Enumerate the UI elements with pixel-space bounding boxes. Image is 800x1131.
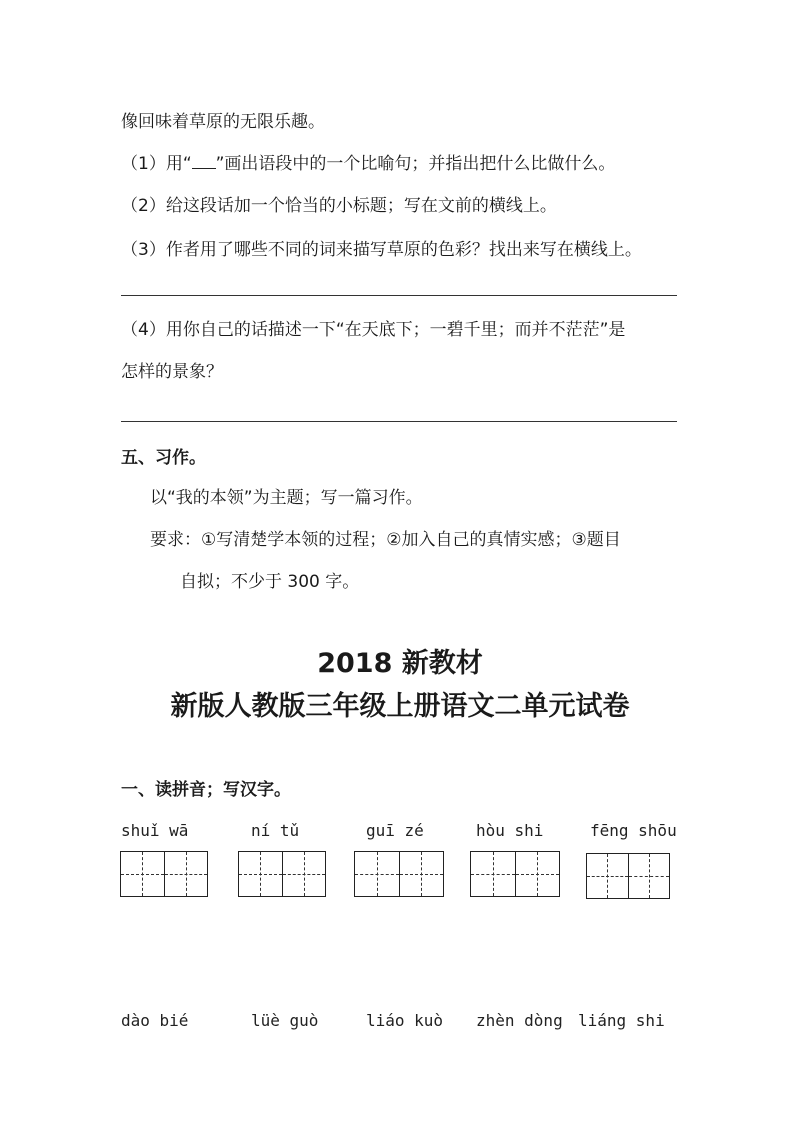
pinyin-row2-item5: liáng shi: [578, 1011, 665, 1030]
writing-grid-2[interactable]: [238, 851, 326, 897]
section-5-prompt: 以“我的本领”为主题；写一篇习作。: [150, 488, 423, 508]
question-2: （2）给这段话加一个恰当的小标题；写在文前的横线上。: [121, 196, 557, 216]
pinyin-row1-item2: ní tǔ: [251, 821, 300, 840]
section-5-req-line1: 要求：①写清楚学本领的过程；②加入自己的真情实感；③题目: [150, 530, 621, 550]
pinyin-row1-item5: fēng shōu: [590, 821, 677, 840]
section-5-req-line2: 自拟；不少于 300 字。: [180, 572, 360, 592]
writing-grid-3[interactable]: [354, 851, 444, 897]
grid-cell[interactable]: [587, 854, 628, 898]
answer-line-q4: [121, 421, 677, 422]
grid-cell[interactable]: [282, 852, 326, 896]
question-3: （3）作者用了哪些不同的词来描写草原的色彩？找出来写在横线上。: [121, 240, 642, 260]
grid-cell[interactable]: [399, 852, 444, 896]
answer-line-q3: [121, 295, 677, 296]
pinyin-row2-item4: zhèn dòng: [476, 1011, 563, 1030]
grid-cell[interactable]: [355, 852, 399, 896]
pinyin-row1-item4: hòu shi: [476, 821, 544, 840]
grid-cell[interactable]: [164, 852, 208, 896]
question-1-before: （1）用“: [121, 154, 192, 174]
grid-cell[interactable]: [628, 854, 670, 898]
pinyin-row2-item3: liáo kuò: [366, 1011, 444, 1030]
writing-grid-4[interactable]: [470, 851, 560, 897]
grid-cell[interactable]: [515, 852, 560, 896]
grid-cell[interactable]: [121, 852, 164, 896]
grid-cell[interactable]: [239, 852, 282, 896]
question-1: [121, 152, 615, 176]
pinyin-row1-item1: shuǐ wā: [121, 821, 189, 840]
exam-title-line2: 新版人教版三年级上册语文二单元试卷: [170, 691, 630, 722]
passage-tail: 像回味着草原的无限乐趣。: [121, 112, 325, 132]
question-4-line2: 怎样的景象？: [121, 362, 223, 382]
section-5-heading: 五、习作。: [121, 448, 206, 468]
question-4-line1: （4）用你自己的话描述一下“在天底下；一碧千里；而并不茫茫”是: [121, 320, 626, 340]
writing-grid-5[interactable]: [586, 853, 670, 899]
exam-title-line1: 2018 新教材: [317, 648, 483, 679]
grid-cell[interactable]: [471, 852, 515, 896]
pinyin-row2-item2: lüè guò: [251, 1011, 319, 1030]
section-1-heading: 一、读拼音；写汉字。: [121, 780, 291, 800]
pinyin-row2-item1: dào bié: [121, 1011, 189, 1030]
writing-grid-1[interactable]: [120, 851, 208, 897]
underline-mark: [192, 154, 216, 169]
question-1-after: ”画出语段中的一个比喻句；并指出把什么比做什么。: [215, 154, 616, 174]
pinyin-row1-item3: guī zé: [366, 821, 424, 840]
